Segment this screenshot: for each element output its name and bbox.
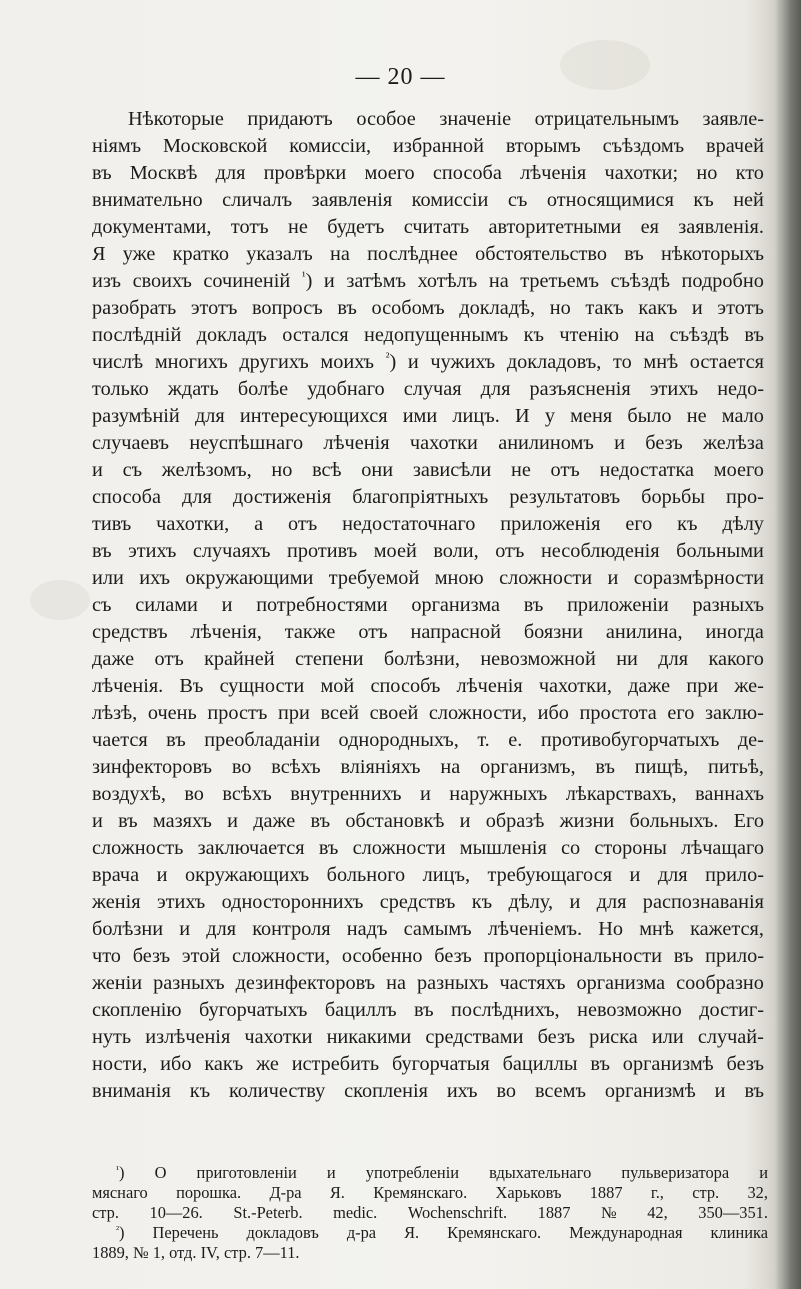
text-line: разобрать этотъ вопросъ въ особомъ докладѣ, но такъ какъ и этотъ [92,297,764,319]
text-line: ности, ибо какъ же истребить бугорчатыя бациллы въ организмѣ безъ [92,1053,764,1075]
text-line: изъ своихъ сочиненій $^{^1}$) и затѣмъ хотѣлъ на третьемъ съѣздѣ подробно [92,269,764,292]
page-number: — 20 — [355,64,446,90]
text-line: въ этихъ случаяхъ противъ моей воли, отъ несоблюденія больными [92,540,764,562]
text-line: женія этихъ одностороннихъ средствъ къ дѣлу, и для распознаванія [92,891,764,913]
footnote-line: $^{^1}$) О приготовленіи и употребленіи вдыхательнаго пульверизатора и [116,1163,768,1182]
text-line: съ силами и потребностями организма въ приложеніи разныхъ [92,594,764,616]
text-line: зинфекторовъ во всѣхъ вліяніяхъ на организмъ, въ пищѣ, питьѣ, [92,756,764,778]
text-line: только ждать болѣе удобнаго случая для разъясненія этихъ недо- [92,378,764,400]
text-line: ніямъ Московской комиссіи, избранной вторымъ съѣздомъ врачей [92,135,764,157]
main-paragraph [92,106,764,1105]
text-line: или ихъ окружающими требуемой мною сложности и соразмѣрности [92,567,764,589]
text-line: врача и окружающихъ больного лицъ, требующагося и для прило- [92,864,764,886]
text-line: воздухѣ, во всѣхъ внутреннихъ и наружныхъ лѣкарствахъ, ваннахъ [92,783,764,805]
text-line: и съ желѣзомъ, но всѣ они зависѣли не отъ недостатка моего [92,459,764,481]
text-line: лѣзѣ, очень простъ при всей своей сложности, ибо простота его заклю- [92,702,764,724]
text-line: числѣ многихъ другихъ моихъ $^{^2}$) и чужихъ докладовъ, то мнѣ остается [92,350,764,373]
text-line: средствъ лѣченія, также отъ напрасной боязни анилина, иногда [92,621,764,643]
footnote-line: стр. 10—26. St.-Peterb. medic. Wochenschrift. 1887 № 42, 350—351. [92,1203,768,1222]
book-spine-shadow [775,0,801,1289]
text-line: скопленію бугорчатыхъ бациллъ въ послѣднихъ, невозможно достиг- [92,999,764,1021]
text-line: вниманія къ количеству скопленія ихъ во всемъ организмѣ и въ [92,1080,764,1102]
text-line: сложность заключается въ сложности мышленія со стороны лѣчащаго [92,837,764,859]
text-line: чается въ преобладаніи однородныхъ, т. е. противобугорчатыхъ де- [92,729,764,751]
text-line: внимательно сличалъ заявленія комиссіи съ относящимися къ ней [92,189,764,211]
text-line: способа для достиженія благопріятныхъ результатовъ борьбы про- [92,486,764,508]
text-line: документами, тотъ не будетъ считать авторитетными ея заявленія. [92,216,764,238]
text-line: даже отъ крайней степени болѣзни, невозможной ни для какого [92,648,764,670]
footnote-line: мяснаго порошка. Д-ра Я. Кремянскаго. Харьковъ 1887 г., стр. 32, [92,1183,768,1202]
text-line: и въ мазяхъ и даже въ обстановкѣ и образѣ жизни больныхъ. Его [92,810,764,832]
text-line: тивъ чахотки, а отъ недостаточнаго приложенія его къ дѣлу [92,513,764,535]
footnote-line: 1889, № 1, отд. IV, стр. 7—11. [92,1243,300,1262]
text-line: въ Москвѣ для провѣрки моего способа лѣченія чахотки; но кто [92,162,764,184]
text-line: болѣзни и для контроля надъ самымъ лѣченіемъ. Но мнѣ кажется, [92,918,764,940]
text-line: послѣдній докладъ остался недопущеннымъ къ чтенію на съѣздѣ въ [92,324,764,346]
footnotes [92,1163,768,1263]
text-line: женіи разныхъ дезинфекторовъ на разныхъ частяхъ организма сообразно [92,972,764,994]
text-line: что безъ этой сложности, особенно безъ пропорціональности въ прило- [92,945,764,967]
text-line: разумѣній для интересующихся ими лицъ. И у меня было не мало [92,405,764,427]
text-line: Нѣкоторые придаютъ особое значеніе отрицательнымъ заявле- [128,108,764,130]
text-line: нуть излѣченія чахотки никакими средствами безъ риска или случай- [92,1026,764,1048]
text-line: лѣченія. Въ сущности мой способъ лѣченія чахотки, даже при же- [92,675,764,697]
text-line: случаевъ неуспѣшнаго лѣченія чахотки анилиномъ и безъ желѣза [92,432,764,454]
paper-stain [30,580,90,620]
text-line: Я уже кратко указалъ на послѣднее обстоятельство въ нѣкоторыхъ [92,243,764,265]
footnote-line: $^{^2}$) Перечень докладовъ д-ра Я. Кремянскаго. Международная клиника [116,1223,768,1242]
